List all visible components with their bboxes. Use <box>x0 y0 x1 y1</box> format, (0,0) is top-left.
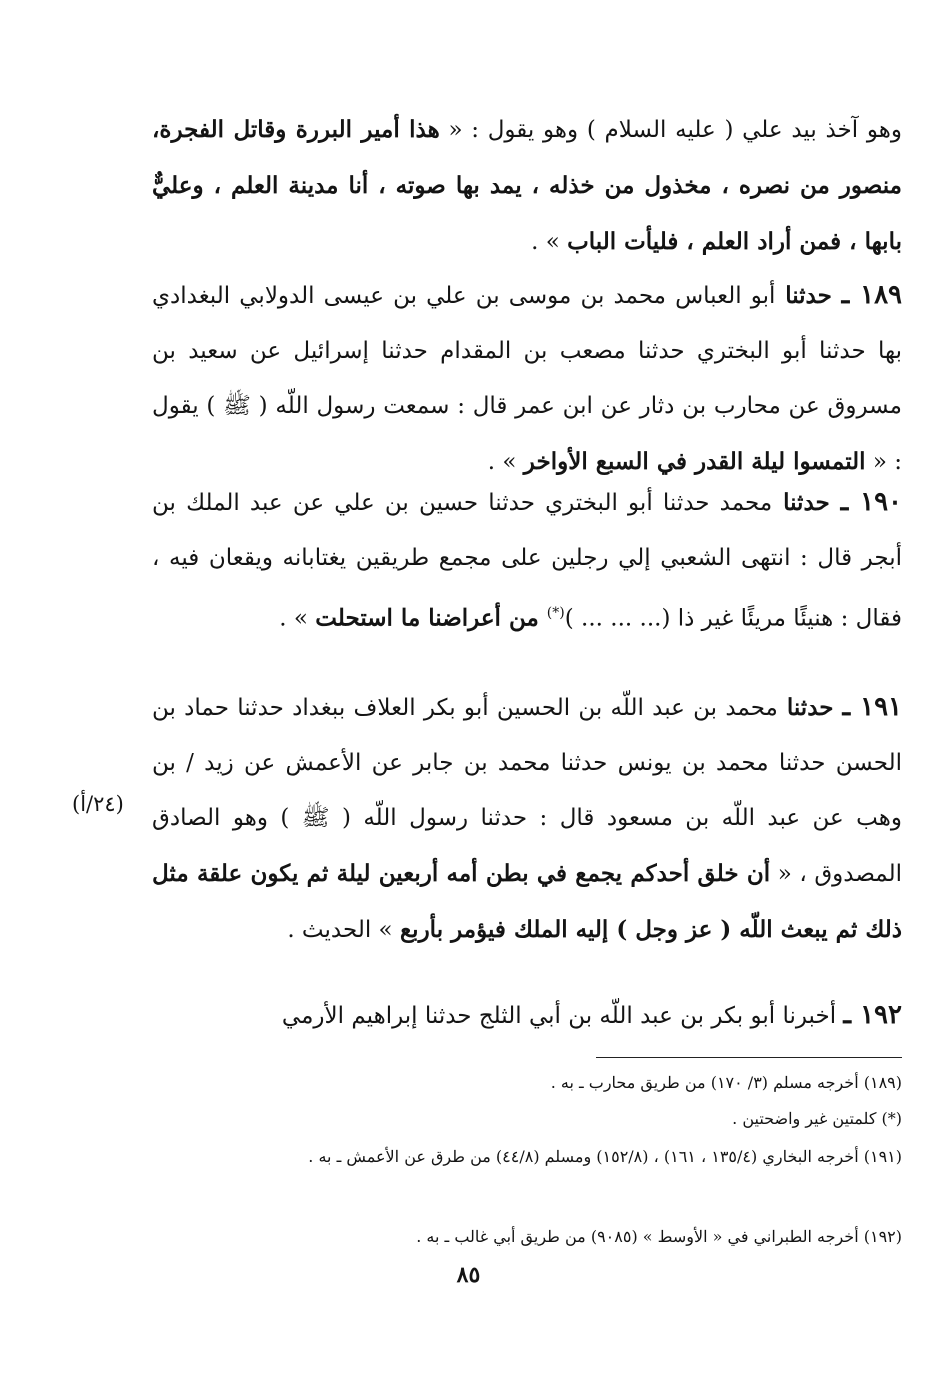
text: » . <box>487 449 524 475</box>
margin-folio-note: (٢٤/أ) <box>72 792 124 816</box>
text: » . <box>531 229 568 255</box>
paragraph-continuation <box>152 102 902 270</box>
hadith-190 <box>152 475 902 647</box>
haddathana-label: حدثنا <box>777 694 843 721</box>
footnote-191: (١٩١) أخرجه البخاري (١٣٥/٤ ، ١٦١) ، (١٥٢/٨) ومسلم (٤٤/٨) من طرق عن الأعمش ـ به . <box>308 1147 902 1166</box>
hadith-number: ١٩٢ ـ <box>843 1000 902 1030</box>
isnad-text: محمد حدثنا أبو البختري حدثنا حسين بن علي عن عبد الملك بن أبجر قال : انتهى الشعبي إلي رجلين على مجمع طريقين يغتابانه ويقعان فيه ، فقال : هنيئًا مريئًا غير ذا (... ... ... ) <box>152 490 902 632</box>
footnote-192: (١٩٢) أخرجه الطبراني في « الأوسط » (٩٠٨٥) من طريق أبي غالب ـ به . <box>416 1227 902 1246</box>
isnad-text: أبو العباس محمد بن موسى بن علي بن عيسى الدولابي البغدادي بها حدثنا أبو البختري حدثنا مصعب بن المقدام حدثنا إسرائيل عن سعيد بن مسروق عن محارب بن دثار عن ابن عمر قال : سمعت رسول اللّه ( ﷺ ) يقول : « <box>152 283 902 475</box>
footnote-189: (١٨٩) أخرجه مسلم (٣/ ١٧٠) من طريق محارب ـ به . <box>550 1073 902 1092</box>
haddathana-label: حدثنا <box>772 489 841 516</box>
footnote-star: (*) كلمتين غير واضحتين . <box>732 1109 902 1128</box>
hadith-quote: من أعراضنا ما استحلت <box>315 604 547 632</box>
page-number: ٨٥ <box>456 1262 481 1288</box>
hadith-189 <box>152 268 902 490</box>
hadith-number: ١٨٩ ـ <box>841 280 903 310</box>
isnad-text: محمد بن عبد اللّه بن الحسين أبو بكر العلاف ببغداد حدثنا حماد بن الحسن حدثنا محمد بن يونس حدثنا محمد بن جابر عن الأعمش عن زيد / بن وهب عن عبد اللّه بن مسعود قال : حدثنا رسول اللّه ( ﷺ ) وهو الصادق المصدوق ، « <box>152 695 902 887</box>
hadith-191 <box>152 680 902 958</box>
footnote-marker: (*) <box>546 605 565 621</box>
isnad-text: أخبرنا أبو بكر بن عبد اللّه بن أبي الثلج حدثنا إبراهيم الأرمي <box>281 1003 844 1029</box>
hadith-number: ١٩٠ ـ <box>840 487 903 517</box>
hadith-quote: التمسوا ليلة القدر في السبع الأواخر <box>523 448 866 475</box>
hadith-quote: أن خلق أحدكم يجمع في بطن أمه أربعين ليلة ثم يكون علقة مثل ذلك ثم يبعث اللّه ( عز وجل ) إليه الملك فيؤمر بأربع <box>152 860 902 943</box>
haddathana-label: حدثنا <box>775 282 842 309</box>
hadith-192 <box>152 988 902 1044</box>
text: » . <box>279 605 316 632</box>
hadith-number: ١٩١ ـ <box>842 692 903 722</box>
text: » الحديث . <box>287 917 400 943</box>
text: وهو آخذ بيد علي ( عليه السلام ) وهو يقول : « <box>439 117 902 143</box>
footnote-divider <box>596 1057 902 1058</box>
hadith-quote: هذا أمير البررة وقاتل الفجرة، منصور من نصره ، مخذول من خذله ، يمد بها صوته ، أنا مدينة العلم ، وعليٌّ بابها ، فمن أراد العلم ، فليأت الباب <box>152 116 902 255</box>
